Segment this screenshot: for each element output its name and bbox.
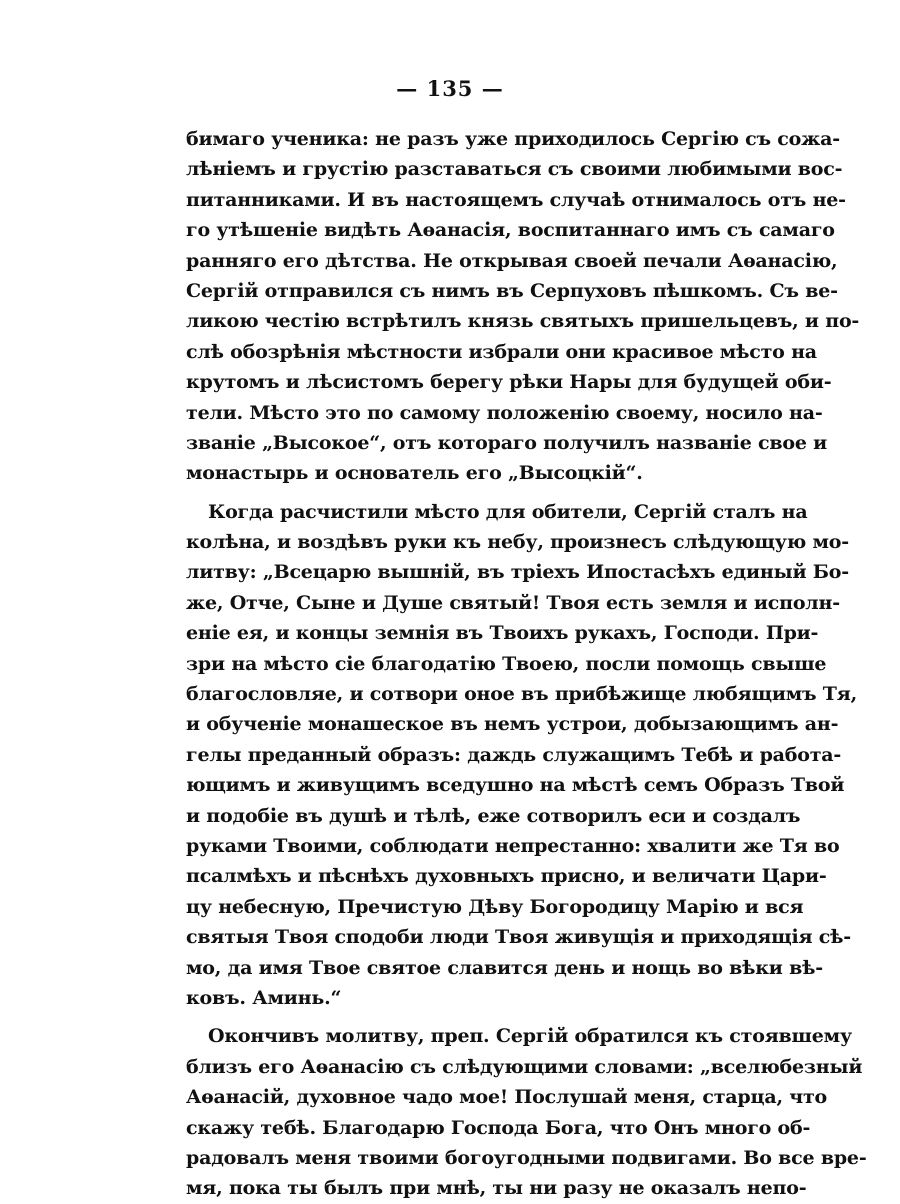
text-line: питанниками. И въ настоящемъ случаѣ отнималось отъ не-: [186, 188, 846, 211]
text-line: радовалъ меня твоими богоугодными подвигами. Во все вре-: [186, 1146, 867, 1169]
text-line: Когда расчистили мѣсто для обители, Сергій сталъ на: [208, 500, 808, 523]
paragraph-gap: [186, 489, 742, 497]
text-line: и обученіе монашеское въ немъ устрои, добызающимъ ан-: [186, 713, 839, 736]
page-number: — 135 —: [396, 76, 504, 101]
paragraph-1: [186, 124, 860, 489]
text-line: мо, да имя Твое святое славится день и нощь во вѣки вѣ-: [186, 956, 823, 979]
text-line: же, Отче, Сыне и Душе святый! Твоя есть земля и исполн-: [186, 591, 840, 614]
text-line: святыя Твоя сподоби люди Твоя живущія и приходящія сѣ-: [186, 926, 851, 949]
text-line: мя, пока ты былъ при мнѣ, ты ни разу не оказалъ непо-: [186, 1177, 807, 1200]
text-line: благословляе, и сотвори оное въ прибѣжище любящимъ Тя,: [186, 683, 858, 706]
text-line: близъ его Аѳанасію съ слѣдующими словами: „вселюбезный: [186, 1055, 863, 1078]
text-line: бимаго ученика: не разъ уже приходилось Сергію съ сожа-: [186, 128, 840, 150]
text-line: Аѳанасій, духовное чадо мое! Послушай меня, старца, что: [186, 1086, 828, 1109]
text-line: колѣна, и воздѣвъ руки къ небу, произнесъ слѣдующую мо-: [186, 531, 849, 554]
text-line: руками Твоими, соблюдати непрестанно: хвалити же Тя во: [186, 834, 840, 857]
text-line: Окончивъ молитву, преп. Сергій обратился къ стоявшему: [208, 1025, 852, 1048]
text-line: скажу тебѣ. Благодарю Господа Бога, что Онъ много об-: [186, 1116, 811, 1139]
text-line: литву: „Всецарю вышній, въ тріехъ Ипостасѣхъ единый Бо-: [186, 561, 849, 584]
paragraph-2: [186, 497, 858, 1014]
paragraph-gap: [186, 1013, 742, 1021]
text-line: лѣніемъ и грустію разставаться съ своими любимыми вос-: [186, 158, 843, 181]
text-line: тели. Мѣсто это по самому положенію своему, носило на-: [186, 401, 823, 424]
paragraph-3: [186, 1021, 867, 1203]
text-line: и подобіе въ душѣ и тѣлѣ, еже сотворилъ еси и создалъ: [186, 804, 801, 827]
text-line: слѣ обозрѣнія мѣстности избрали они красивое мѣсто на: [186, 340, 817, 363]
text-line: гелы преданный образъ: даждь служащимъ Тебѣ и работа-: [186, 743, 842, 766]
page-text: [186, 124, 867, 1204]
text-line: ковъ. Аминь.“: [186, 986, 342, 1009]
text-line: ранняго его дѣтства. Не открывая своей печали Аѳанасію,: [186, 249, 838, 272]
text-line: ликою честію встрѣтилъ князь святыхъ пришельцевъ, и по-: [186, 310, 860, 333]
text-line: званіе „Высокое“, отъ котораго получилъ названіе свое и: [186, 431, 828, 454]
text-line: ющимъ и живущимъ вседушно на мѣстѣ семъ Образъ Твой: [186, 774, 845, 797]
text-line: крутомъ и лѣсистомъ берегу рѣки Нары для будущей оби-: [186, 371, 832, 394]
text-line: зри на мѣсто сіе благодатію Твоею, посли помощь свыше: [186, 652, 827, 675]
text-line: еніе ея, и концы земнія въ Твоихъ рукахъ, Господи. При-: [186, 622, 819, 645]
text-line: Сергій отправился съ нимъ въ Серпуховъ пѣшкомъ. Съ ве-: [186, 279, 838, 302]
text-line: цу небесную, Пречистую Дѣву Богородицу Марію и вся: [186, 895, 804, 918]
text-line: псалмѣхъ и пѣснѣхъ духовныхъ присно, и величати Цари-: [186, 865, 827, 888]
text-line: го утѣшеніе видѣть Аѳанасія, воспитаннаго имъ съ самаго: [186, 219, 835, 242]
text-line: монастырь и основатель его „Высоцкій“.: [186, 462, 643, 485]
